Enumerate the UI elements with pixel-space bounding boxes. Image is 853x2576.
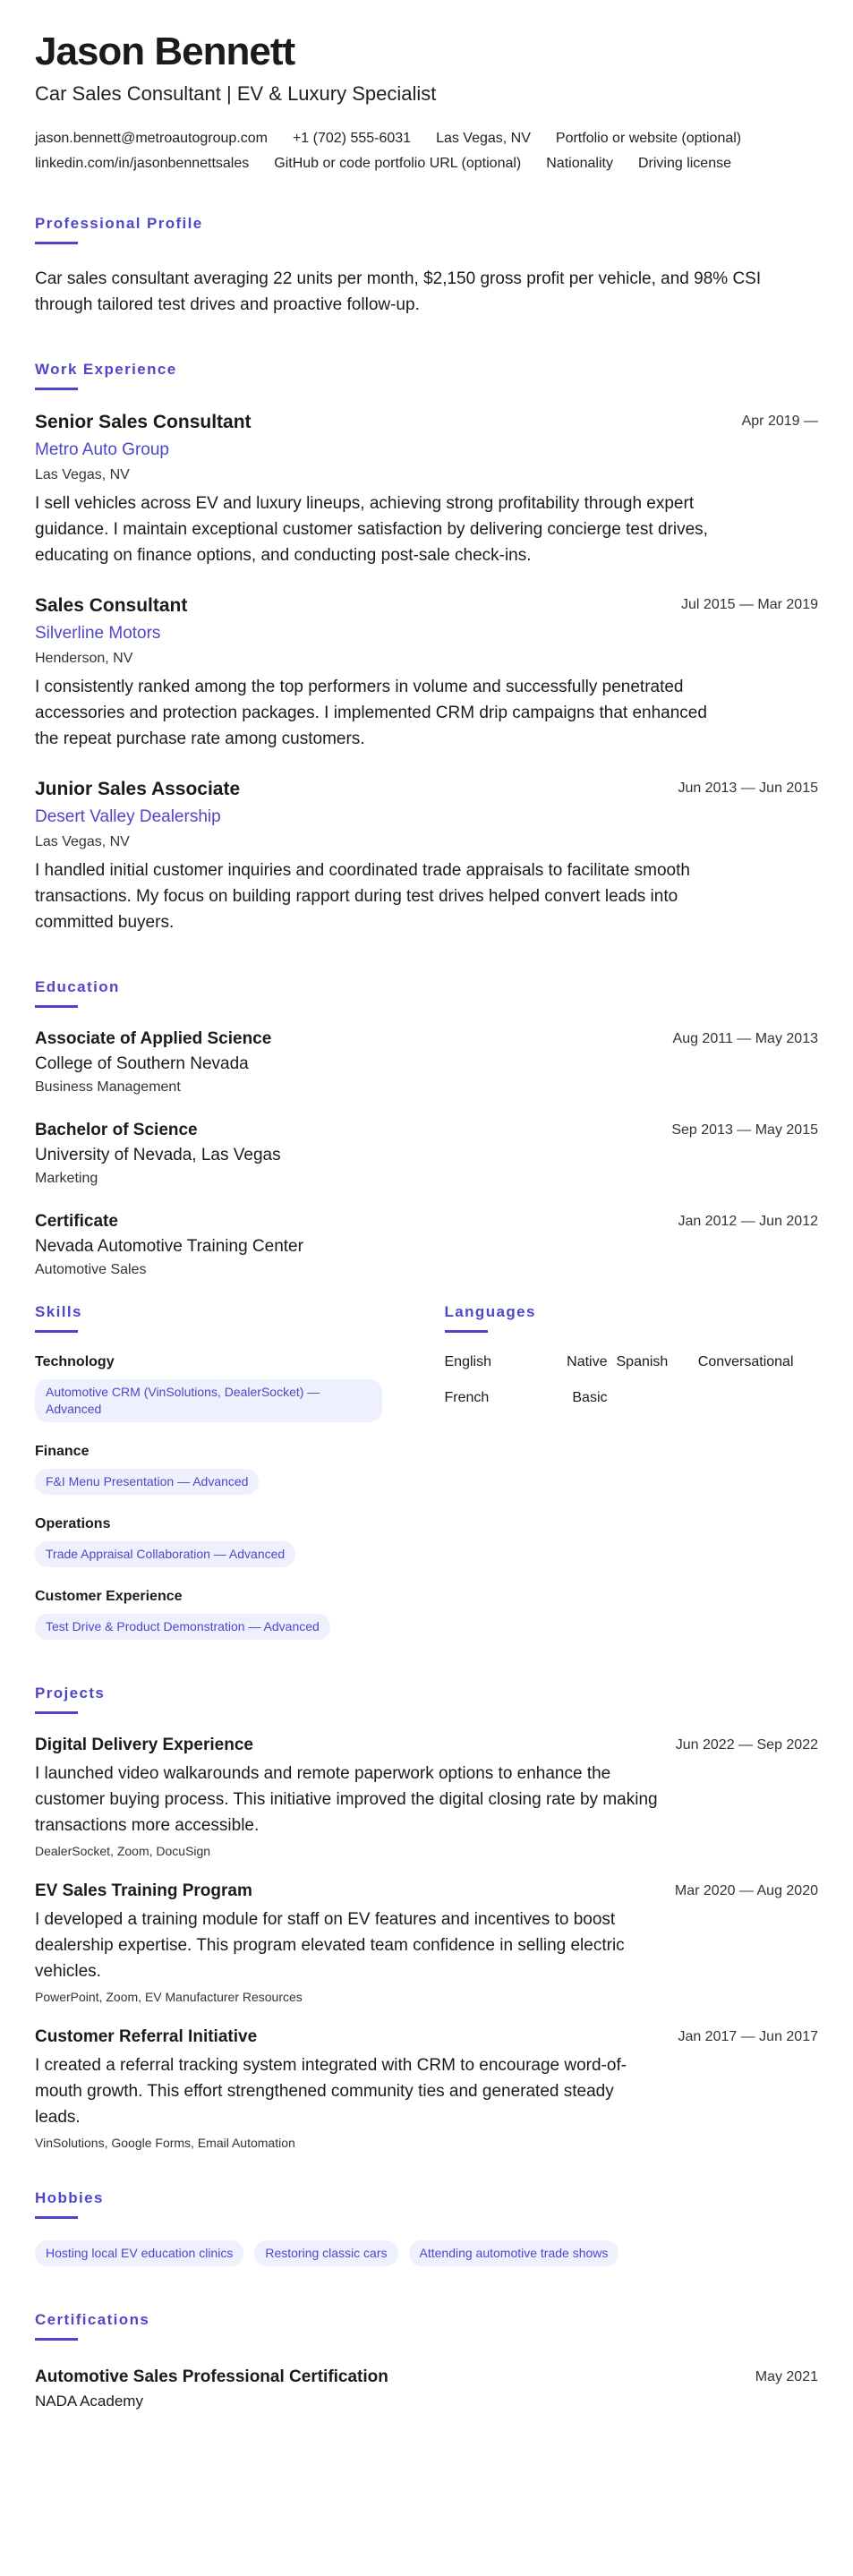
skill-category: Finance	[35, 1444, 90, 1460]
job-entry	[35, 779, 818, 935]
contact-linkedin[interactable]: linkedin.com/in/jasonbennettsales	[35, 156, 250, 172]
section-title-skills: Skills	[35, 1303, 82, 1321]
projects-section	[35, 1685, 818, 2150]
language-name: English	[444, 1354, 491, 1370]
education-dates: Aug 2011 — May 2013	[672, 1031, 818, 1047]
section-divider	[35, 1005, 78, 1008]
section-divider	[35, 1330, 78, 1333]
education-school: University of Nevada, Las Vegas	[35, 1146, 281, 1165]
job-title: Senior Sales Consultant	[35, 412, 252, 433]
section-divider	[35, 242, 78, 244]
candidate-name: Jason Bennett	[35, 30, 295, 73]
section-title-education: Education	[35, 978, 120, 996]
education-field: Automotive Sales	[35, 1262, 147, 1278]
languages-section	[445, 1303, 819, 1661]
job-entry	[35, 595, 818, 752]
project-tools: DealerSocket, Zoom, DocuSign	[35, 1844, 211, 1859]
skill-group	[35, 1516, 409, 1567]
project-dates: Mar 2020 — Aug 2020	[674, 1883, 818, 1899]
language-level: Conversational	[697, 1354, 794, 1370]
contact-portfolio[interactable]: Portfolio or website (optional)	[555, 131, 742, 147]
project-tools: VinSolutions, Google Forms, Email Automation	[35, 2136, 295, 2151]
project-title: EV Sales Training Program	[35, 1881, 252, 1901]
job-dates: Jun 2013 — Jun 2015	[678, 780, 818, 797]
skill-tag: Automotive CRM (VinSolutions, DealerSocket) — Advanced	[35, 1379, 382, 1422]
education-degree: Bachelor of Science	[35, 1121, 198, 1140]
section-divider	[35, 388, 78, 390]
language-level: Native	[567, 1354, 608, 1370]
job-company: Desert Valley Dealership	[35, 807, 221, 827]
education-entry	[35, 1029, 818, 1096]
section-divider	[35, 2216, 78, 2219]
job-location: Las Vegas, NV	[35, 834, 130, 850]
skill-group	[35, 1589, 409, 1640]
hobby-tag: Attending automotive trade shows	[409, 2240, 619, 2266]
section-divider	[445, 1330, 488, 1333]
hobby-tag: Restoring classic cars	[254, 2240, 397, 2266]
skill-tag: Test Drive & Product Demonstration — Advanced	[35, 1614, 330, 1640]
skill-category: Operations	[35, 1516, 111, 1532]
project-entry	[35, 1881, 818, 2004]
contact-github[interactable]: GitHub or code portfolio URL (optional)	[274, 156, 522, 172]
job-location: Henderson, NV	[35, 651, 133, 667]
education-field: Business Management	[35, 1079, 181, 1096]
project-description: I created a referral tracking system integrated with CRM to encourage word-of-mouth growth. This effort strengthened community ties and generated steady leads.	[35, 2056, 627, 2128]
skill-tag: F&I Menu Presentation — Advanced	[35, 1469, 259, 1495]
education-entry	[35, 1121, 818, 1187]
project-title: Customer Referral Initiative	[35, 2027, 258, 2047]
certifications-section	[35, 2311, 818, 2410]
skill-category: Customer Experience	[35, 1589, 183, 1605]
project-tools: PowerPoint, Zoom, EV Manufacturer Resources	[35, 1990, 303, 2005]
education-degree: Associate of Applied Science	[35, 1029, 272, 1049]
profile-section	[35, 215, 818, 318]
skill-group	[35, 1444, 409, 1495]
hobby-tag: Hosting local EV education clinics	[35, 2240, 243, 2266]
job-description: I handled initial customer inquiries and coordinated trade appraisals to facilitate smooth transactions. My focus on building rapport during test drives helped convert leads into committed buyers.	[35, 861, 690, 933]
job-company: Silverline Motors	[35, 624, 161, 644]
section-title-experience: Work Experience	[35, 361, 177, 379]
language-name: Spanish	[616, 1354, 669, 1370]
language-level: Basic	[572, 1390, 608, 1406]
certification-date: May 2021	[755, 2369, 818, 2385]
candidate-title: Car Sales Consultant | EV & Luxury Specialist	[35, 82, 437, 106]
job-title: Junior Sales Associate	[35, 779, 241, 800]
language-list	[445, 1354, 819, 1406]
project-entry	[35, 2027, 818, 2150]
contact-email[interactable]: jason.bennett@metroautogroup.com	[35, 131, 268, 147]
section-title-hobbies: Hobbies	[35, 2189, 104, 2207]
skill-category: Technology	[35, 1354, 115, 1370]
profile-summary: Car sales consultant averaging 22 units per month, $2,150 gross profit per vehicle, and 98% CSI through tailored test drives and proactive follow-up.	[35, 269, 762, 315]
contact-phone[interactable]: +1 (702) 555-6031	[292, 131, 412, 147]
job-description: I consistently ranked among the top performers in volume and successfully penetrated accessories and protection packages. I implemented CRM drip campaigns that enhanced the repeat purchase rate among customers.	[35, 678, 707, 749]
certification-title: Automotive Sales Professional Certification	[35, 2367, 388, 2387]
job-description: I sell vehicles across EV and luxury lineups, achieving strong profitability through expert guidance. I maintain exceptional customer satisfaction by delivering concierge test drives, educating on finance options, and conducting post-sale check-ins.	[35, 494, 708, 566]
education-school: College of Southern Nevada	[35, 1054, 249, 1074]
project-entry	[35, 1736, 818, 1858]
contact-driving-license: Driving license	[637, 156, 731, 172]
job-dates: Apr 2019 —	[741, 414, 818, 430]
section-divider	[35, 2338, 78, 2341]
project-description: I launched video walkarounds and remote paperwork options to enhance the customer buying process. This initiative improved the digital closing rate by making transactions more accessible.	[35, 1764, 658, 1836]
section-title-profile: Professional Profile	[35, 215, 203, 233]
certification-entry	[35, 2367, 818, 2410]
section-title-certifications: Certifications	[35, 2311, 150, 2329]
project-description: I developed a training module for staff on EV features and incentives to boost dealership expertise. This program elevated team confidence in selling electric vehicles.	[35, 1910, 625, 1982]
skill-tag: Trade Appraisal Collaboration — Advanced	[35, 1541, 295, 1567]
certification-issuer: NADA Academy	[35, 2393, 143, 2410]
education-section	[35, 978, 818, 1278]
job-entry	[35, 412, 818, 568]
project-title: Digital Delivery Experience	[35, 1736, 253, 1755]
contact-location: Las Vegas, NV	[436, 131, 531, 147]
education-school: Nevada Automotive Training Center	[35, 1237, 303, 1257]
contact-list	[35, 131, 818, 172]
experience-section	[35, 361, 818, 935]
job-location: Las Vegas, NV	[35, 467, 130, 483]
skills-languages-row	[35, 1303, 818, 1661]
education-dates: Sep 2013 — May 2015	[671, 1122, 818, 1139]
section-divider	[35, 1711, 78, 1714]
job-title: Sales Consultant	[35, 595, 188, 617]
job-dates: Jul 2015 — Mar 2019	[681, 597, 818, 613]
language-name: French	[444, 1390, 490, 1406]
education-dates: Jan 2012 — Jun 2012	[678, 1214, 818, 1230]
section-title-projects: Projects	[35, 1685, 106, 1702]
education-degree: Certificate	[35, 1212, 118, 1232]
section-title-languages: Languages	[444, 1303, 536, 1321]
hobbies-section	[35, 2189, 818, 2266]
skills-section	[35, 1303, 409, 1661]
project-dates: Jun 2022 — Sep 2022	[675, 1737, 818, 1753]
job-company: Metro Auto Group	[35, 440, 169, 460]
contact-nationality: Nationality	[546, 156, 613, 172]
hobby-list	[35, 2240, 818, 2266]
education-field: Marketing	[35, 1171, 98, 1187]
project-dates: Jan 2017 — Jun 2017	[678, 2029, 818, 2045]
education-entry	[35, 1212, 818, 1278]
skill-group	[35, 1354, 409, 1422]
